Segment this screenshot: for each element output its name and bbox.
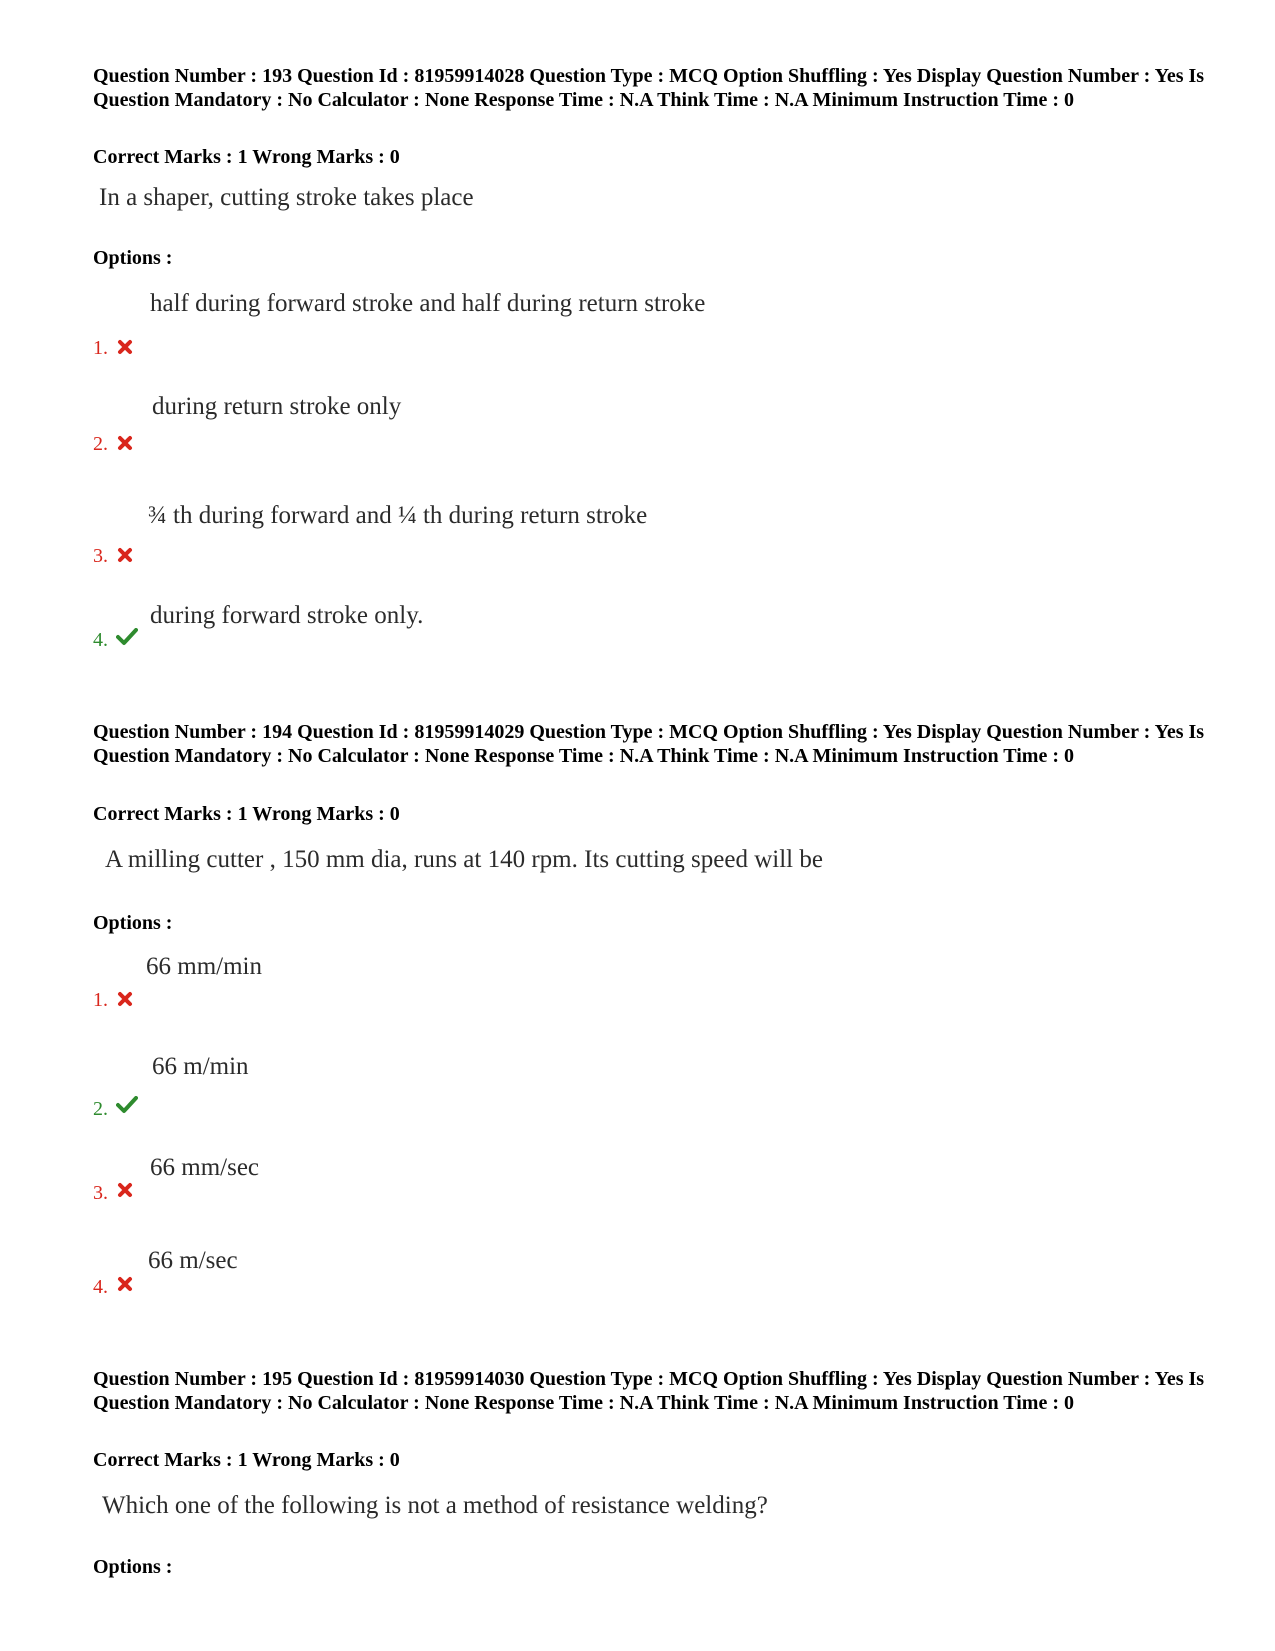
options-label: Options : <box>93 247 173 269</box>
option-number: 4. <box>93 629 108 651</box>
question-meta: Question Number : 194 Question Id : 81959914029 Question Type : MCQ Option Shuffling : Yes Display Question Number : Yes Is Question Mandatory : No Calculator : None Response Time : N.A Think Time : N.A Minimum Instruction Time : 0 <box>93 721 1205 767</box>
option-text: 66 m/sec <box>148 1247 238 1274</box>
option-number: 1. <box>93 989 108 1011</box>
option-number: 1. <box>93 337 108 359</box>
question-marks: Correct Marks : 1 Wrong Marks : 0 <box>93 1449 400 1471</box>
option-text: 66 mm/sec <box>150 1154 260 1181</box>
question-text: In a shaper, cutting stroke takes place <box>99 184 474 211</box>
question-marks: Correct Marks : 1 Wrong Marks : 0 <box>93 803 400 825</box>
option-text: ¾ th during forward and ¼ th during return stroke <box>148 502 648 529</box>
option-text: half during forward stroke and half during return stroke <box>150 290 706 317</box>
option-text: during forward stroke only. <box>150 602 424 629</box>
question-text: Which one of the following is not a method of resistance welding? <box>102 1492 768 1519</box>
question-meta: Question Number : 193 Question Id : 81959914028 Question Type : MCQ Option Shuffling : Yes Display Question Number : Yes Is Question Mandatory : No Calculator : None Response Time : N.A Think Time : N.A Minimum Instruction Time : 0 <box>93 65 1205 111</box>
cross-icon <box>116 546 134 564</box>
options-label: Options : <box>93 1556 173 1578</box>
option-number: 3. <box>93 1182 108 1204</box>
cross-icon <box>116 1181 134 1199</box>
cross-icon <box>116 990 134 1008</box>
option-number: 4. <box>93 1276 108 1298</box>
question-meta: Question Number : 195 Question Id : 81959914030 Question Type : MCQ Option Shuffling : Yes Display Question Number : Yes Is Question Mandatory : No Calculator : None Response Time : N.A Think Time : N.A Minimum Instruction Time : 0 <box>93 1368 1205 1414</box>
option-number: 3. <box>93 545 108 567</box>
option-text: 66 mm/min <box>146 953 262 980</box>
cross-icon <box>116 1275 134 1293</box>
question-text: A milling cutter , 150 mm dia, runs at 140 rpm. Its cutting speed will be <box>105 846 823 873</box>
cross-icon <box>116 338 134 356</box>
option-number: 2. <box>93 433 108 455</box>
cross-icon <box>116 434 134 452</box>
option-text: during return stroke only <box>152 393 402 420</box>
option-number: 2. <box>93 1098 108 1120</box>
options-label: Options : <box>93 912 173 934</box>
option-text: 66 m/min <box>152 1053 249 1080</box>
check-icon <box>116 628 138 646</box>
check-icon <box>116 1096 138 1114</box>
question-marks: Correct Marks : 1 Wrong Marks : 0 <box>93 146 400 168</box>
